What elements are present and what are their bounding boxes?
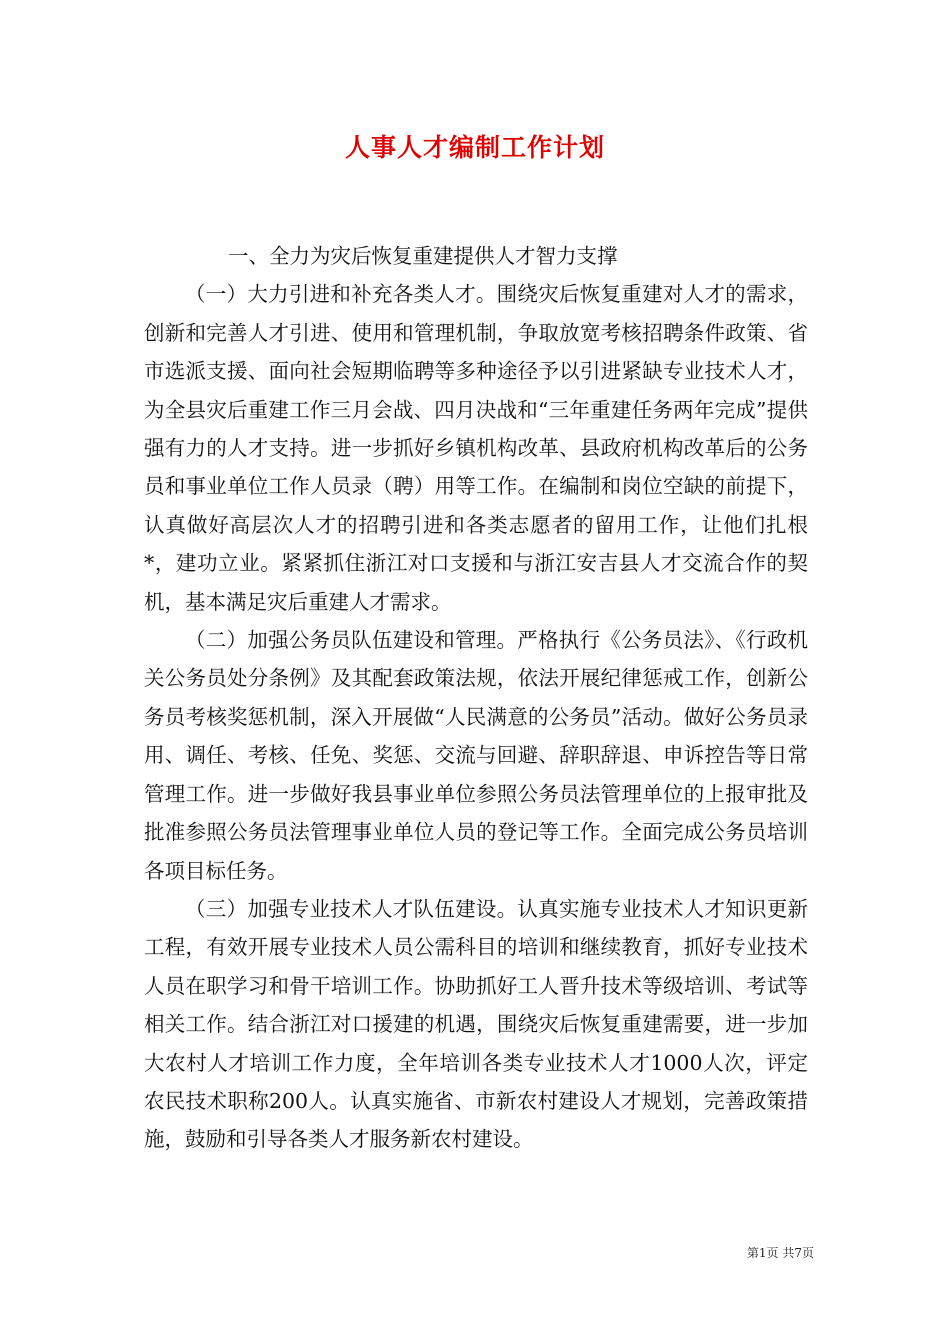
page-number: 第1页 共7页 bbox=[746, 1246, 814, 1260]
document-body bbox=[144, 237, 808, 1159]
paragraph-2: （二）加强公务员队伍建设和管理。严格执行《公务员法》、《行政机关公务员处分条例》及其配套政策法规，依法开展纪律惩戒工作，创新公务员考核奖惩机制，深入开展做“人民满意的公务员”活动。做好公务员录用、调任、考核、任免、奖惩、交流与回避、辞职辞退、申诉控告等日常管理工作。进一步做好我县事业单位参照公务员法管理单位的上报审批及批准参照公务员法管理事业单位人员的登记等工作。全面完成公务员培训各项目标任务。 bbox=[144, 628, 808, 883]
paragraph-1: （一）大力引进和补充各类人才。围绕灾后恢复重建对人才的需求，创新和完善人才引进、使用和管理机制，争取放宽考核招聘条件政策、省市选派支援、面向社会短期临聘等多种途径予以引进紧缺专业技术人才，为全县灾后重建工作三月会战、四月决战和“三年重建任务两年完成”提供强有力的人才支持。进一步抓好乡镇机构改革、县政府机构改革后的公务员和事业单位工作人员录（聘）用等工作。在编制和岗位空缺的前提下，认真做好高层次人才的招聘引进和各类志愿者的留用工作，让他们扎根*，建功立业。紧紧抓住浙江对口支援和与浙江安吉县人才交流合作的契机，基本满足灾后重建人才需求。 bbox=[144, 282, 808, 614]
document-title: 人事人才编制工作计划 bbox=[344, 133, 605, 162]
section-heading: 一、全力为灾后恢复重建提供人才智力支撑 bbox=[228, 244, 618, 268]
paragraph-3: （三）加强专业技术人才队伍建设。认真实施专业技术人才知识更新工程，有效开展专业技术人员公需科目的培训和继续教育，抓好专业技术人员在职学习和骨干培训工作。协助抓好工人晋升技术等级培训、考试等相关工作。结合浙江对口援建的机遇，围绕灾后恢复重建需要，进一步加大农村人才培训工作力度，全年培训各类专业技术人才1000人次，评定农民技术职称200人。认真实施省、市新农村建设人才规划，完善政策措施，鼓励和引导各类人才服务新农村建设。 bbox=[144, 896, 808, 1152]
